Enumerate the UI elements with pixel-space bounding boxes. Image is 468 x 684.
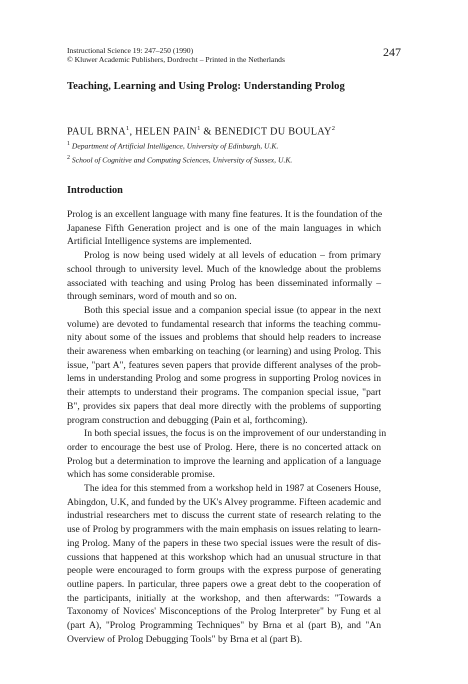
author-affiliation-mark: 1 <box>197 125 201 132</box>
article-body <box>67 208 387 647</box>
article-title: Teaching, Learning and Using Prolog: Understanding Prolog <box>67 81 345 92</box>
body-paragraph <box>67 208 381 249</box>
text-line: Japanese Fifth Generation project and is one of the main languages in which <box>67 222 381 234</box>
text-line: order to encourage the best use of Prolog. Here, there is no concerted attack on <box>67 441 381 453</box>
text-line: The idea for this stemmed from a workshop held in 1987 at Coseners House, <box>84 483 381 495</box>
text-line: Both this special issue and a companion special issue (to appear in the next <box>84 304 381 316</box>
text-line: Overview of Prolog Debugging Tools" by Brna et al (part B). <box>67 633 303 645</box>
body-paragraph <box>67 427 387 482</box>
text-line: outline papers. In particular, three papers owe a great debt to the cooperation of <box>67 578 381 590</box>
text-line: Prolog is an excellent language with many fine features. It is the foundation of the <box>67 209 383 220</box>
text-line: nity about some of the issues and problems that should help readers to increase <box>67 332 381 344</box>
text-line: use of Prolog by programmers with the main emphasis on issues relating to learn- <box>67 524 381 536</box>
text-line: through seminars, word of mouth and so on. <box>67 291 237 303</box>
publisher-line: © Kluwer Academic Publishers, Dordrecht – Printed in the Netherlands <box>67 55 285 64</box>
text-line: program construction and debugging (Pain et al, forthcoming). <box>67 414 308 426</box>
author-separator: & <box>200 126 215 138</box>
author-name: BENEDICT DU BOULAY <box>214 126 332 138</box>
author-separator: , <box>129 126 136 138</box>
text-line: Abingdon, U.K, and funded by the UK's Alvey programme. Fifteen academic and <box>67 496 381 508</box>
text-line: which has some considerable promise. <box>67 469 215 481</box>
body-paragraph <box>67 304 381 427</box>
affiliation <box>67 141 278 151</box>
section-heading: Introduction <box>67 185 123 196</box>
body-paragraph <box>67 249 381 304</box>
affiliation-mark: 2 <box>67 155 70 161</box>
text-line: Prolog is now being used widely at all levels of education – from primary <box>84 250 381 262</box>
text-line: volume) are devoted to fundamental research that informs the teaching commu- <box>67 318 381 330</box>
text-line: industrial researchers met to discuss the current state of research relating to the <box>67 510 381 522</box>
affiliation-mark: 1 <box>67 141 70 147</box>
journal-citation: Instructional Science 19: 247–250 (1990) <box>67 46 194 55</box>
author-name: HELEN PAIN <box>135 126 198 138</box>
body-paragraph <box>67 482 381 646</box>
text-line: Taxonomy of Novices' Misconceptions of the Prolog Interpreter" by Fung et al <box>67 606 381 618</box>
affiliation-text: Department of Artificial Intelligence, University of Edinburgh, U.K. <box>71 141 279 151</box>
affiliation <box>67 155 292 165</box>
author-list <box>67 125 335 137</box>
author-affiliation-mark: 1 <box>126 125 130 132</box>
text-line: (part A), "Prolog Programming Techniques" by Brna et al (part B), and "An <box>67 620 381 632</box>
page-number: 247 <box>383 45 401 59</box>
text-line: issue, "part A", features seven papers that provide different analyses of the prob- <box>67 359 381 371</box>
author-name: PAUL BRNA <box>67 126 126 138</box>
text-line: ing Prolog. Many of the papers in these two special issues were the result of dis- <box>67 537 381 549</box>
text-line: In both special issues, the focus is on the improvement of our understanding in <box>84 428 387 440</box>
text-line: associated with teaching and using Prolog has been disseminated informally – <box>67 277 381 289</box>
text-line: their attempts to understand their programs. The companion special issue, "part <box>67 387 381 399</box>
text-line: their awareness when embarking on teaching (or learning) and using Prolog. This <box>67 346 381 358</box>
text-line: the participants, initially at the workshop, and then afterwards: "Towards a <box>67 592 381 604</box>
text-line: Artificial Intelligence systems are implemented. <box>67 236 252 248</box>
text-line: Prolog but a determination to improve the learning and application of a language <box>67 455 381 467</box>
text-line: B", provides six papers that deal more directly with the problems of supporting <box>67 400 381 412</box>
text-line: people were encouraged to form groups with the express purpose of generating <box>67 565 381 577</box>
text-line: lems in understanding Prolog and some progress in supporting Prolog novices in <box>67 373 381 385</box>
text-line: school through to university level. Much of the knowledge about the problems <box>67 263 381 275</box>
author-affiliation-mark: 2 <box>331 125 336 132</box>
text-line: cussions that happened at this workshop which had an unusual structure in that <box>67 551 381 563</box>
affiliation-text: School of Cognitive and Computing Sciences, University of Sussex, U.K. <box>71 155 293 165</box>
